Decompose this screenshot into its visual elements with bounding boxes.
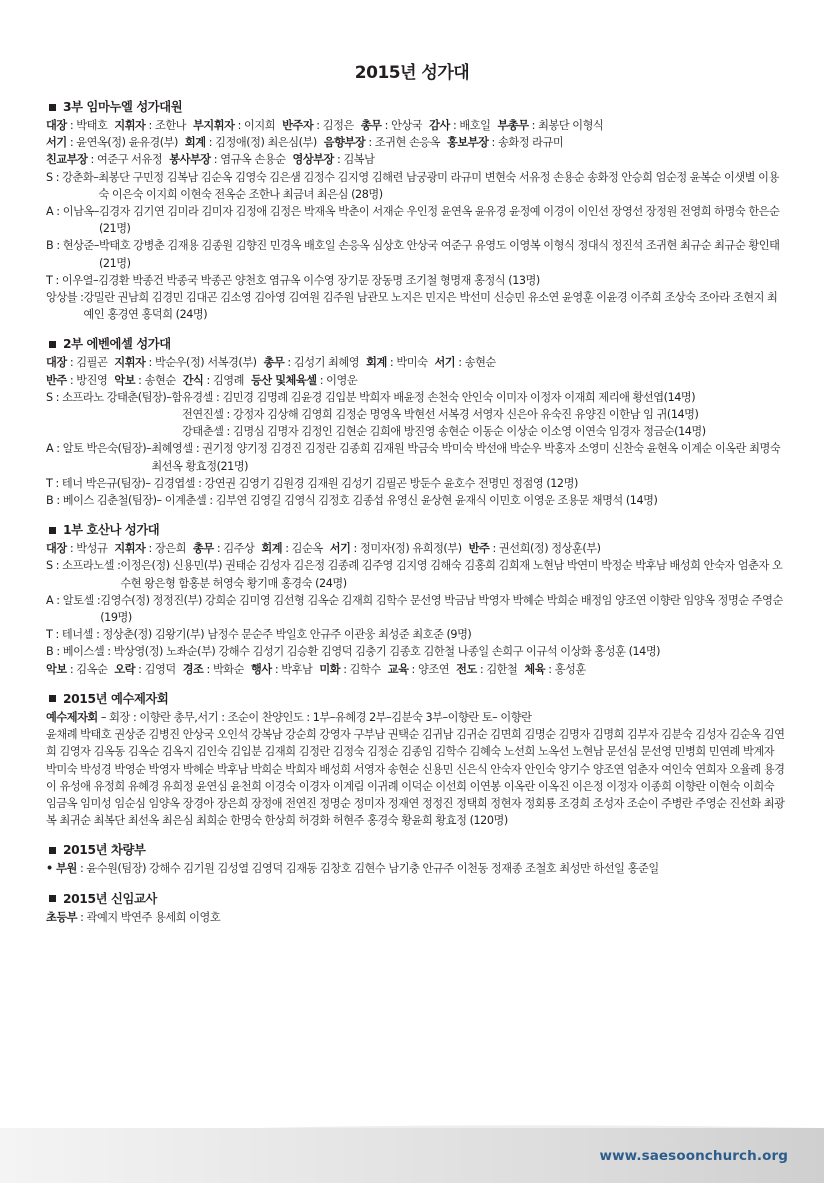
officer-entry: 친교부장 : 여준구 서유정 [46,153,163,167]
officer-entry: 서기 : 송현순 [434,356,496,370]
officer-name: 박순우(정) 서복경(부) [154,356,257,370]
officer-entry: 부총무 : 최봉단 이형식 [497,119,604,132]
officer-name: 송현순 [144,373,176,387]
officer-entry: 영상부장 : 김복남 [292,153,375,167]
officer-name: 김성기 최혜영 [293,356,360,370]
officer-entry: 음향부장 : 조귀현 손응옥 [323,136,441,150]
officer-entry: 오락 : 김영덕 [114,662,176,676]
officer-entry: 대장 : 박성규 [46,542,108,556]
officers-row [46,540,786,557]
part-label: S : 소프라노셀 : [46,559,121,573]
officer-entry: 대장 : 박태호 [46,119,108,132]
teachers-row [46,909,786,926]
officer-role: 회계 [184,136,206,150]
officer-name: 정미자(정) 유희정(부) [360,542,462,556]
officer-role: 감사 [429,119,450,132]
section-heading: 2015년 신임교사 [63,891,157,906]
officer-entry: 경조 : 박화순 [182,662,245,676]
officer-name: 송현순 [464,356,496,370]
bullet-square-icon [49,341,56,348]
officer-name: 김복남 [343,153,375,167]
officer-entry: 대장 : 김필곤 [46,356,108,370]
officer-role: 부지휘자 [193,119,235,132]
bullet-square-icon [49,895,56,902]
officer-role: 봉사부장 [169,153,211,167]
officer-entry: 총무 : 김주상 [193,542,255,556]
officer-name: 윤연옥(정) 윤유경(부) [76,136,178,150]
part-bass: B : 베이스셀 : 박상영(정) 노좌순(부) 강해수 김성기 김승환 김영덕 김충기 김종호 김한철 나종일 손희구 이규석 이상화 홍성훈 (14명) [46,645,661,659]
officer-role: 음향부장 [323,136,366,150]
officer-entry: 체육 : 홍성훈 [524,662,586,676]
officer-entry: 부지휘자 : 이지희 [193,119,276,132]
part-members: 김영수(정) 정정진(부) 강희순 김미영 김선형 김옥순 김재희 김학수 문선영 박금남 박영자 박혜순 박희순 배정임 양조연 이향란 임양옥 정명순 주영순 (19명) [100,593,783,625]
part-members: 최혜영셀 : 권기정 양기정 김경진 김정란 김종희 김재원 박금숙 박미숙 박선애 박순우 박홍자 소영미 신찬숙 윤현옥 이계순 이옥란 최명숙 최선옥 황효정(21명) [151,442,781,473]
officer-role: 영상부장 [292,153,334,167]
part-label: A : 알토셀 : [46,593,101,607]
officer-entry: 반주 : 방진영 [46,373,108,387]
officer-entry: 반주자 : 김정은 [282,119,354,132]
officer-name: 김옥순 [76,662,108,676]
content [46,98,786,938]
officer-name: 김영례 [212,373,245,387]
officer-role: 반주 [468,542,490,556]
disciples-label: 예수제자회 [46,710,98,724]
officer-name: 김주상 [223,542,255,556]
teachers-label: 초등부 [46,910,78,924]
officer-name: 최봉단 이형식 [538,119,604,132]
part-members: 김경환 박종건 박종국 박종곤 양천호 염규옥 이수영 장기문 장동명 조기철 형명재 홍정식 (13명) [98,273,540,287]
officer-role: 등산 및체육셀 [251,373,317,387]
officer-entry: 악보 : 김옥순 [46,662,108,676]
disciples-roles: – 회장 : 이향란 총무,서기 : 조순이 찬양인도 : 1부–유혜경 2부–김분숙 3부–이향란 토– 이향란 [97,710,532,724]
officer-entry: 교육 : 양조연 [387,662,450,676]
section-new-teachers [46,890,786,926]
part-ensemble [46,289,786,323]
officers-row [46,151,786,168]
disciples-members: 윤채례 박태호 권상준 김병진 안상국 오인석 강복남 강순희 강영자 구부남 권택순 김귀남 김귀순 김면희 김명순 김명자 김명희 김부자 김분숙 김성자 김순옥 김연희 김영자 김옥동 김옥순 김옥지 김인숙 김입분 김재희 김정란 김정숙 김정순 김종임 김학수 김혜숙 노선희 노옥선 노현남 문선심 문선영 민병희 민연례 박계자 박미숙 박성경 박영순 박영자 박혜순 박후남 박희순 박희자 배성희 서영자 송현순 신용민 신은식 안숙자 안인숙 양기수 양조연 엄춘자 여인숙 연희자 오율례 용경이 유성애 유정희 유혜경 유희정 윤연심 윤천희 이경숙 이경자 이계림 이귀례 이덕순 이선희 이연봉 이옥란 이옥진 이은정 이정자 이종희 이향란 이현숙 이희숙 임금옥 임미성 임순심 임양옥 장경아 장은희 장정애 전연진 정명순 정미자 정재연 정정진 정택희 정현자 정회룡 조경희 조성자 조순이 주병란 주영순 진선화 최광복 최귀순 최복단 최선옥 최은심 최희순 한명숙 한상희 허경화 허현주 홍경숙 황윤희 황효정 (120명) [46,728,785,828]
officer-role: 악보 [46,662,67,676]
officer-name: 박태호 [76,119,108,132]
disciples-leaders [46,709,786,726]
officer-role: 친교부장 [46,153,88,167]
officer-role: 지휘자 [114,542,146,556]
part-tenor: T : 테너셀 : 정상춘(정) 김왕기(부) 남정수 문순주 박일호 안규주 이관웅 최성준 최호준 (9명) [46,628,472,642]
officer-entry: 홍보부장 : 송화정 라규미 [447,136,564,150]
officer-name: 방진영 [76,373,108,387]
officer-entry: 회계 : 김정애(정) 최은심(부) [184,136,317,150]
vehicle-label: • 부원 [46,862,77,876]
officer-name: 박성규 [76,542,108,556]
officer-role: 반주자 [282,119,314,132]
officer-role: 대장 [46,542,67,556]
officer-entry: 서기 : 정미자(정) 유희정(부) [329,542,462,556]
officer-role: 대장 [46,119,67,132]
section-heading: 2015년 차량부 [63,843,146,858]
officers-row [46,354,786,371]
officer-entry: 지휘자 : 조한나 [114,119,187,132]
bullet-square-icon [49,847,56,854]
officers-row [46,372,786,389]
officer-entry: 회계 : 김순옥 [261,542,323,556]
officer-role: 서기 [46,136,67,150]
officers-row [46,661,786,678]
officer-role: 서기 [434,356,456,370]
section-choir-1 [46,521,786,678]
officer-role: 회계 [261,542,283,556]
officer-role: 총무 [360,119,382,132]
officer-role: 반주 [46,373,67,387]
section-heading: 3부 임마누엘 성가대원 [63,100,183,114]
officer-entry: 봉사부장 : 염규옥 손용순 [169,153,286,167]
officer-entry: 미화 : 김학수 [319,662,381,676]
officer-entry: 등산 및체육셀 : 이영운 [251,373,358,387]
officer-name: 이지희 [244,119,276,132]
officer-role: 서기 [329,542,351,556]
officer-role: 교육 [387,662,409,676]
officer-entry: 악보 : 송현순 [114,373,176,387]
officer-role: 체육 [524,662,546,676]
officer-entry: 반주 : 권선희(정) 정상훈(부) [468,542,601,556]
part-members: 최봉단 구민정 김복남 김순옥 김영숙 김은샘 김정수 김지영 김해련 남궁광미 라규미 변현숙 서유정 손용순 송화정 안승희 엄순정 윤복순 이샛별 이용숙 이은숙 이지희 이현숙 전옥순 조한나 최금녀 최은심 (28명) [98,170,779,201]
officer-entry: 지휘자 : 박순우(정) 서복경(부) [114,356,257,370]
officer-name: 김순옥 [291,542,323,556]
vehicle-members [46,860,786,877]
officer-name: 양조연 [417,662,450,676]
officer-name: 박미숙 [396,356,428,370]
part-soprano [46,389,786,406]
cell-members: 전연진셀 : 강정자 김상해 김영희 김정순 명영옥 박현선 서복경 서영자 신은아 유숙진 유양진 이한남 임 귀(14명) [182,408,699,422]
officer-role: 경조 [182,662,204,676]
officer-role: 행사 [251,662,272,676]
officer-entry: 지휘자 : 장은희 [114,542,187,556]
cell-members: 강태춘셀 : 김명심 김명자 김정인 김현순 김희애 방진영 송현순 이동순 이상순 이소영 이연숙 임경자 정금순(14명) [182,425,706,439]
part-label: S : 소프라노 강태춘(팀장)– [46,390,172,404]
section-heading: 2015년 예수제자회 [63,691,169,706]
part-alto [46,440,786,474]
officer-entry: 회계 : 박미숙 [366,356,428,370]
officer-role: 홍보부장 [447,136,489,150]
section-heading: 2부 에벤에셀 성가대 [63,337,171,352]
officers-row [46,134,786,151]
officer-entry: 간식 : 김영례 [182,373,245,387]
officer-name: 권선희(정) 정상훈(부) [498,542,601,556]
officer-name: 홍성훈 [554,662,586,676]
part-tenor: T : 테너 박은규(팀장)– 김경엽셀 : 강연권 김영기 김원경 김재원 김성기 김필곤 방둔수 윤호수 전명민 정점영 (12명) [46,476,578,490]
officer-name: 장은희 [154,542,187,556]
officer-role: 오락 [114,662,136,676]
part-label: 앙상블 : [46,291,84,305]
section-vehicle [46,841,786,877]
bullet-square-icon [49,695,56,702]
officer-name: 김정애(정) 최은심(부) [215,136,317,150]
section-disciples [46,690,786,829]
officer-role: 미화 [319,662,341,676]
vehicle-names: : 윤수원(팀장) 강해수 김기원 김성열 김영덕 김재동 김창호 김현수 남기충 안규주 이천동 정재종 조철호 최성만 하선일 홍준일 [76,862,659,876]
officer-name: 김영덕 [144,662,176,676]
website-link[interactable]: www.saesoonchurch.org [599,1148,788,1164]
part-alto [46,592,786,626]
officer-role: 간식 [182,373,204,387]
officer-role: 총무 [193,542,214,556]
officer-name: 염규옥 손용순 [220,153,286,167]
officer-role: 총무 [263,356,285,370]
officer-name: 여준구 서유정 [96,153,163,167]
officer-role: 대장 [46,356,67,370]
section-heading: 1부 호산나 성가대 [63,523,160,538]
part-bass: B : 베이스 김춘철(팀장)– 이계춘셀 : 김부연 김영길 김영식 김정호 김종섭 유영신 윤상현 윤재식 이민호 이영운 조용문 채명석 (14명) [46,494,658,508]
officer-entry: 총무 : 안상국 [360,119,423,132]
part-members: 김경자 김기연 김미라 김미자 김정애 김정은 박재옥 박춘이 서재순 우인정 윤연옥 윤유경 윤정예 이경이 이인선 장영선 장정원 전영희 하명숙 한은순 (21명) [98,205,780,236]
part-soprano [46,169,786,203]
part-bass [46,237,786,271]
officer-entry: 총무 : 김성기 최혜영 [263,356,360,370]
officer-name: 박화순 [212,662,245,676]
cell-members: 함유경셀 : 김민경 김명례 김윤경 김입분 박희자 배윤정 손천숙 안인숙 이미자 이정자 이재희 제리애 황선엽(14명) [171,390,696,404]
officer-role: 회계 [366,356,387,370]
officers-row [46,117,786,134]
part-members: 박태호 강병춘 김재용 김종원 김향진 민경옥 배호일 손응옥 심상호 안상국 여준구 유영도 이영복 이형식 정대식 정진석 조귀현 최규순 최규순 황인태 (21명) [98,239,780,270]
section-choir-2 [46,335,786,509]
officer-role: 악보 [114,373,136,387]
part-label: T : 이우열– [46,273,99,287]
part-label: A : 이남옥– [46,205,99,219]
bullet-square-icon [49,527,56,534]
officer-name: 송화정 라규미 [498,136,564,150]
officer-name: 김정은 [322,119,354,132]
officer-name: 김한철 [486,662,518,676]
page-title: 2015년 성가대 [354,63,470,83]
bullet-square-icon [49,104,56,111]
officer-entry: 감사 : 배호일 [429,119,491,132]
part-soprano [46,557,786,591]
officer-name: 조한나 [154,119,187,132]
part-label: B : 현상준– [46,239,99,253]
officer-role: 지휘자 [114,356,146,370]
officer-entry: 행사 : 박후남 [251,662,313,676]
officer-entry: 서기 : 윤연옥(정) 윤유경(부) [46,136,178,150]
officer-entry: 전도 : 김한철 [456,662,518,676]
officer-role: 부총무 [497,119,529,132]
officer-role: 지휘자 [114,119,146,132]
officer-name: 안상국 [391,119,423,132]
officer-name: 조귀현 손응옥 [374,136,441,150]
part-alto [46,203,786,237]
officer-role: 전도 [456,662,477,676]
officer-name: 박후남 [281,662,313,676]
part-members: 이정은(정) 신용민(부) 권태순 김성자 김은정 김종례 김주영 김지영 김해숙 김홍희 김희재 노현남 박연미 박정순 박후남 배성희 안숙자 엄춘자 오수현 왕은형 함홍분 허영숙 황기매 홍경숙 (24명) [120,559,783,590]
part-label: S : 강춘화– [46,170,99,184]
section-choir-3 [46,98,786,323]
teachers-names: : 곽예지 박연주 용세희 이영호 [77,910,221,924]
part-label: A : 알토 박은숙(팀장)– [46,442,152,456]
officer-name: 김필곤 [76,356,108,370]
officer-name: 배호일 [459,119,491,132]
part-tenor [46,272,786,289]
officer-name: 김학수 [349,662,381,676]
officer-name: 이영운 [326,373,358,387]
part-members: 강밀란 권남희 김경민 김대곤 김소영 김아영 김여원 김주원 남관모 노지은 민지은 박선미 신승민 유소연 윤영훈 이윤경 이주희 조상숙 조아라 조현지 최예인 홍경연 홍덕희 (24명) [83,291,778,322]
